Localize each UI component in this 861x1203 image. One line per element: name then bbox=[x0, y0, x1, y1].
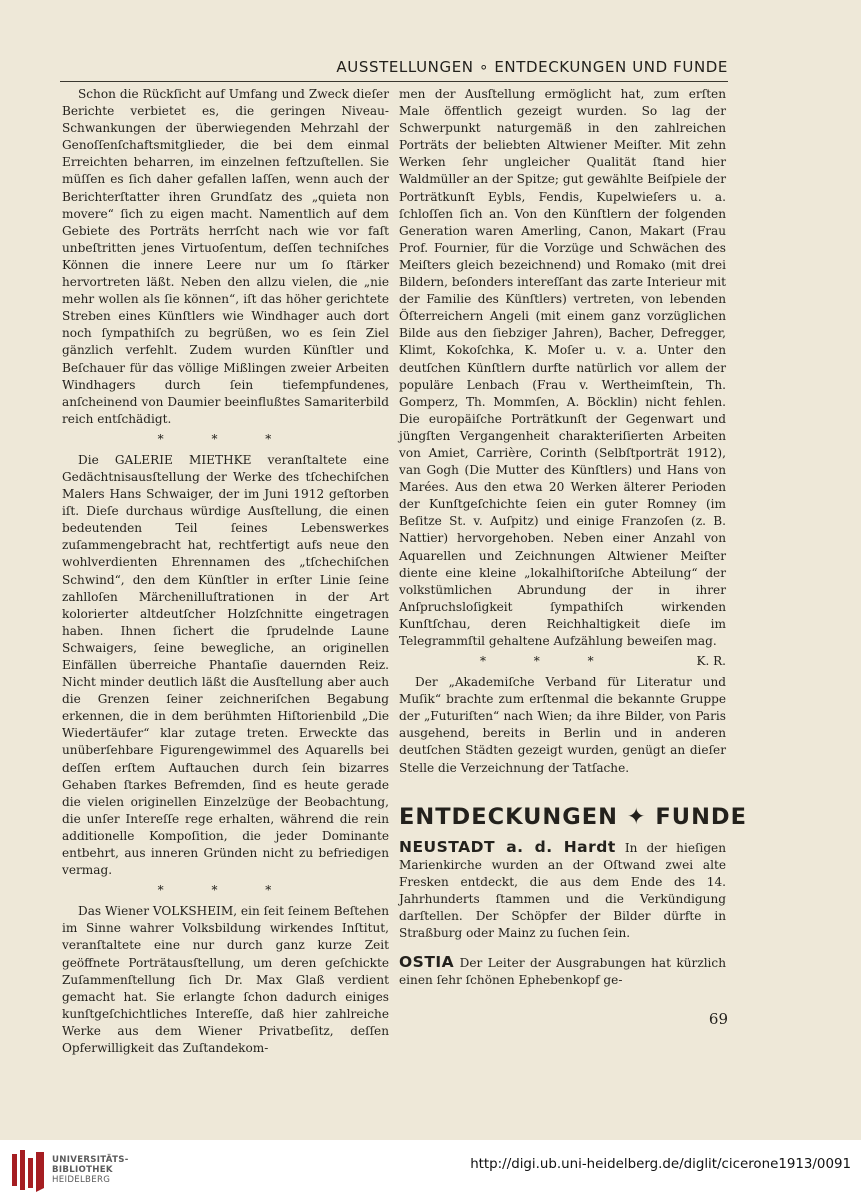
entry-ostia-text: Der Leiter der Ausgrabungen hat kürzlich einen ſehr ſchönen Ephebenkopf ge- bbox=[399, 956, 726, 988]
place-name-ostia: OSTIA bbox=[399, 953, 455, 972]
author-signature: K. R. bbox=[696, 654, 726, 669]
university-library-logo-icon bbox=[8, 1148, 48, 1194]
source-url-link[interactable]: http://digi.ub.uni-heidelberg.de/diglit/cicerone1913/0091 bbox=[470, 1157, 851, 1172]
section-separator bbox=[399, 654, 726, 668]
right-column bbox=[399, 86, 747, 989]
paragraph-akademischer-verband: Der „Akademiſche Verband für Literatur und Muſik“ brachte zum erſtenmal die bekannte Gruppe der „Futuriſten“ nach Wien; da ihre Bilder, von Paris ausgehend, bereits in Berlin und in anderen deutſchen Städten gezeigt wurden, genügt an dieſer Stelle die Verzeichnung der Tatſache. bbox=[399, 675, 726, 775]
paragraph-galerie-miethke: Die GALERIE MIETHKE veranſtaltete eine Gedächtnisausſtellung der Werke des tſchechiſchen Malers Hans Schwaiger, der im Juni 1912 geſtorben iſt. Dieſe durchaus würdige Ausſtellung, die einen bedeutenden Teil ſeines Lebenswerkes zuſammengebracht hat, rechtfertigt aufs neue den wohlverdienten Ehrennamen des „tſchechiſchen Schwind“, den dem Künſtler in erſter Linie ſeine zahlloſen Märchenilluſtrationen in der Art kolorierter altdeutſcher Holzſchnitte eingetragen haben. Ihnen ſichert die ſprudelnde Laune Schwaigers, ſeine bewegliche, an originellen Einfällen überreiche Phantaſie dauernden Reiz. Nicht minder deutlich läßt die Ausſtellung aber auch die Grenzen ſeiner zeichneriſchen Begabung erkennen, die in dem berühmten Hiſtorienbild „Die Wiedertäufer“ klar zutage treten. Erweckte das unüberſehbare Figurengewimmel des Aquarells bei deſſen erſtem Auftauchen durch ſein bizarres Gehaben ſtarkes Befremden, ſind es heute gerade die vielen originellen Einzelzüge der Beobachtung, die unſer Intereſſe rege erhalten, während die rein additionelle Kompoſition, die jeder Dominante entbehrt, aus inneren Gründen nicht zu befriedigen vermag. bbox=[62, 452, 389, 878]
paragraph-genossenschaft: Schon die Rückſicht auf Umfang und Zweck dieſer Berichte verbietet es, die geringen Niveau-Schwankungen der überwiegenden Mehrzahl der Genoſſenſchaftsmitglieder, die bei dem einmal Erreichten beharren, im einzelnen feſtzuſtellen. Sie müſſen es ſich daher gefallen laſſen, wenn auch der Berichterſtatter ihren Grundſatz des „quieta non movere“ ſich zu eigen macht. Namentlich auf dem Gebiete des Porträts herrſcht nach wie vor faſt unbeſtritten jenes Virtuoſentum, deſſen techniſches Können die innere Leere nur um ſo ſtärker hervortreten läßt. Neben den allzu vielen, die „nie mehr wollen als ſie können“, iſt das höher gerichtete Streben eines Künſtlers wie Windhager auch dort noch ſympathiſch zu begrüßen, wo es ſein Ziel gänzlich verfehlt. Zudem wurden Künſtler und Beſchauer für das völlige Mißlingen zweier Arbeiten Windhagers durch ſein tiefempfundenes, anſcheinend von Daumier beeinflußtes Samariterbild reich entſchädigt. bbox=[62, 87, 389, 426]
page-number: 69 bbox=[708, 1010, 728, 1028]
section-separator: * * * bbox=[157, 431, 294, 446]
entry-neustadt-text: In der hieſigen Marienkirche wurden an der Oſtwand zwei alte Fresken entdeckt, die aus dem Ende des 14. Jahrhunderts ſtammen und die Verkündigung darſtellen. Der Schöpfer der Bilder dürfte in Straßburg oder Mainz zu ſuchen ſein. bbox=[399, 840, 727, 941]
separator-stars: * * * bbox=[479, 654, 616, 669]
paragraph-volksheim: Das Wiener VOLKSHEIM, ein ſeit ſeinem Beſtehen im Sinne wahrer Volksbildung wirkendes Inſtitut, veranſtaltete eine nur durch ganz kurze Zeit geöffnete Porträtausſtellung, um deren geſchickte Zuſammenſtellung ſich Dr. Max Glaß verdient gemacht hat. Sie erlangte ſchon dadurch einiges kunſtgeſchichtliches Intereſſe, daß hier zahlreiche Werke aus dem Wiener Privatbeſitz, deſſen Opferwilligkeit das Zuſtandekom- bbox=[62, 904, 389, 1055]
paragraph-volksheim-continued: men der Ausſtellung ermöglicht hat, zum erſten Male öffentlich gezeigt wurden. So lag der Schwerpunkt naturgemäß in den zahlreichen Porträts der beliebten Altwiener Meiſter. Mit zehn Werken ſehr ungleicher Qualität ſtand hier Waldmüller an der Spitze; gut gewählte Beiſpiele der Porträtkunſt Eybls, Fendis, Kupelwieſers u. a. ſchloſſen ſich an. Von den Künſtlern der folgenden Generation waren Amerling, Canon, Makart (Frau Prof. Fournier, für die Vorzüge und Schwächen des Meiſters gleich bezeichnend) und Romako (mit drei Bildern, beſonders intereſſant das zarte Interieur mit der Familie des Künſtlers) vertreten, von lebenden Öſterreichern Angeli (mit einem ganz vorzüglichen Bilde aus den ſiebziger Jahren), Bacher, Defregger, Klimt, Kokoſchka, K. Moſer u. v. a. Unter den deutſchen Künſtlern durfte natürlich vor allem der populäre Lenbach (Frau v. Wertheimſtein, Th. Gomperz, Th. Mommſen, A. Böcklin) nicht fehlen. Die europäiſche Porträtkunſt der Gegenwart und jüngſten Vergangenheit charakteriſierten Arbeiten von Amiet, Carrière, Corinth (Selbſtporträt 1912), van Gogh (Die Mutter des Künſtlers) und Hans von Marées. Aus den etwa 20 Werken älterer Perioden der Kunſtgeſchichte ſeien ein guter Romney (im Beſitze St. v. Auſpitz) und einige Franzoſen (z. B. Nattier) hervorgehoben. Neben einer Anzahl von Aquarellen und Zeichnungen Altwiener Meiſter diente eine kleine „lokalhiſtoriſche Abteilung“ der volkstümlichen Abrundung der in ihrer Anſpruchsloſigkeit ſympathiſch wirkenden Kunſtſchau, deren Reichhaltigkeit dieſe im Telegrammſtil gehaltene Aufzählung beweiſen mag. bbox=[399, 87, 726, 648]
section-separator: * * * bbox=[157, 883, 294, 898]
left-column bbox=[62, 86, 389, 1057]
entry-neustadt bbox=[399, 839, 726, 943]
section-heading: ENTDECKUNGEN ✦ FUNDE bbox=[399, 803, 747, 830]
header-rule bbox=[60, 81, 728, 82]
library-name: UNIVERSITÄTS- BIBLIOTHEK HEIDELBERG bbox=[52, 1155, 129, 1185]
running-head: AUSSTELLUNGEN ∘ ENTDECKUNGEN UND FUNDE bbox=[336, 58, 728, 76]
place-name-neustadt: NEUSTADT a. d. Hardt bbox=[399, 837, 616, 856]
digitization-footer bbox=[0, 1140, 861, 1203]
entry-ostia bbox=[399, 954, 726, 989]
